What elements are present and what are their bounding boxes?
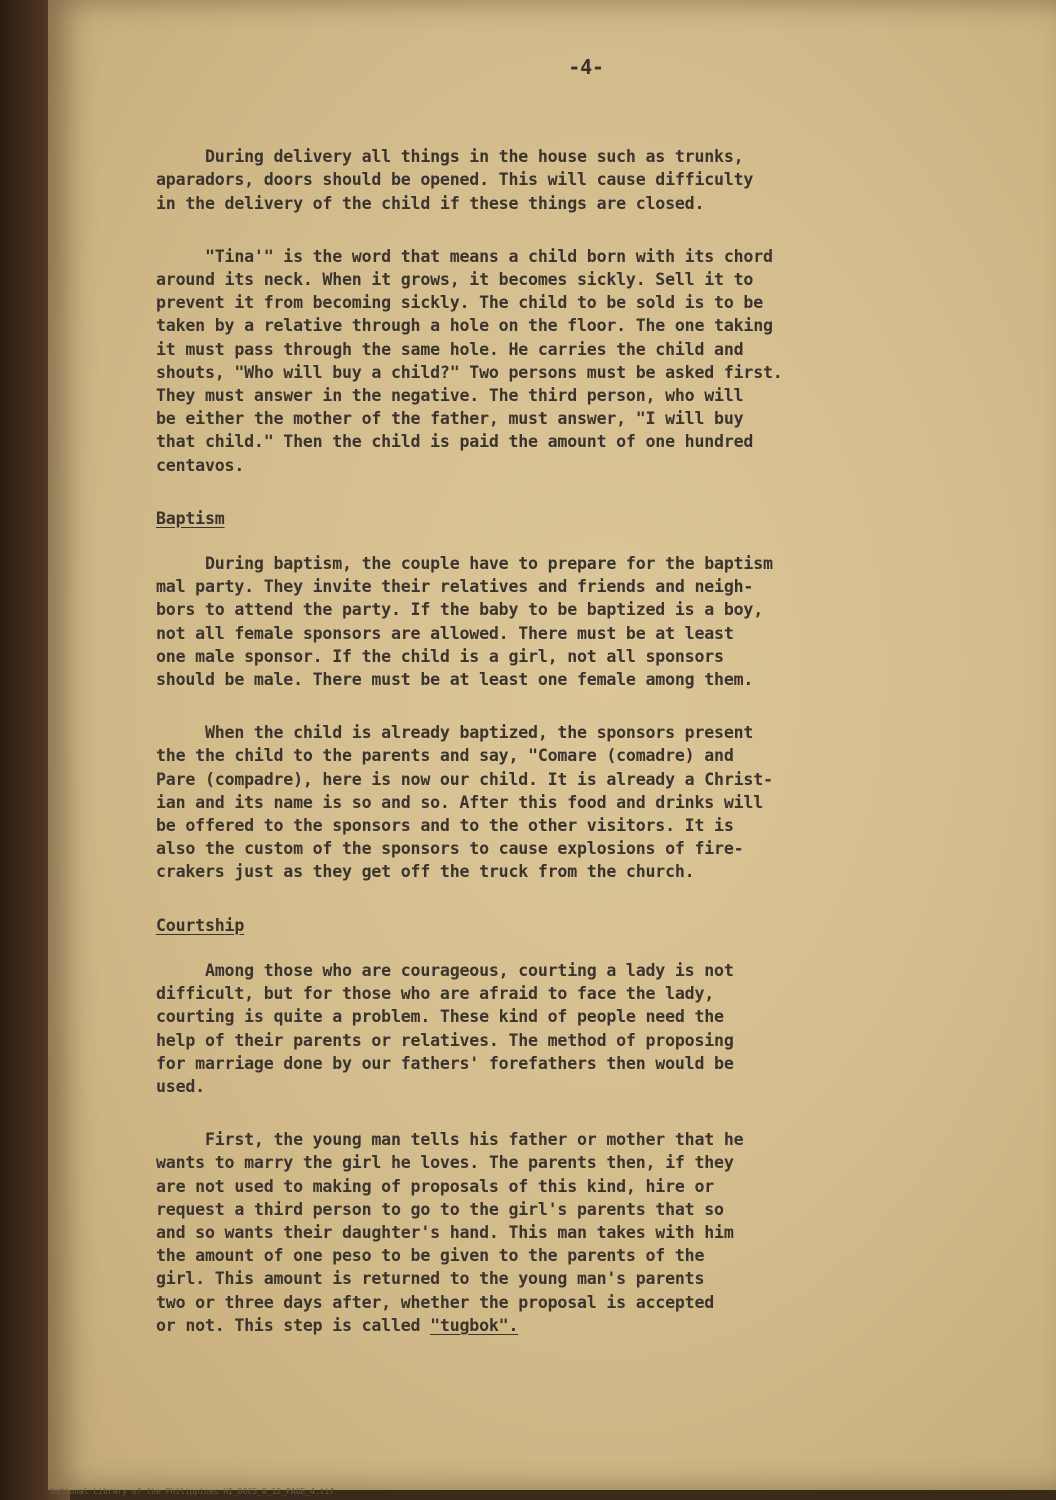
paragraph-tina: "Tina'" is the word that means a child born with its chord around its neck. When it grows, it becomes sickly. Sell it to prevent it from becoming sickly. The child to be sold is to be taken by a relative through a hole on the floor. The one taking it must pass through the same hole. He carries the child and shouts, "Who will buy a child?" Two persons must be asked first. They must answer in the negative. The third person, who will be either the mother of the father, must answer, "I will buy that child." Then the child is paid the amount of one hundred centavos. <box>156 246 783 475</box>
paragraph-courtship-intro: Among those who are courageous, courting a lady is not difficult, but for those who are afraid to face the lady, courting is quite a problem. These kind of people need the help of their parents or relatives. The method of proposing for marriage done by our fathers' forefathers then would be used. <box>156 960 734 1096</box>
heading-baptism: Baptism <box>156 508 225 528</box>
paragraph-baptism-party: During baptism, the couple have to prepare for the baptism mal party. They invite their relatives and friends and neigh- bors to attend the party. If the baby to be baptized is a boy, not all female sponsors are allowed. There must be at least one male sponsor. If the child is a girl, not all sponsors should be male. There must be at least one female among them. <box>156 554 773 690</box>
paragraph-baptism-sponsors: When the child is already baptized, the sponsors present the the child to the parents and say, "Comare (comadre) and Pare (compadre), here is now our child. It is already a Christ- ian and its name is so and so. After this food and drinks will be offered to the sponsors and to the other visitors. It is also the custom of the sponsors to cause explosions of fire- crakers just as they get off the truck from the church. <box>156 723 773 882</box>
typed-text <box>156 40 986 1337</box>
last-line-prefix: or not. This step is called <box>156 1315 431 1335</box>
term-tugbok: "tugbok". <box>430 1315 519 1335</box>
paragraph-courtship-steps: First, the young man tells his father or mother that he wants to marry the girl he loves. The parents then, if they are not used to making of proposals of this kind, hire or request a third person to go to the girl's parents that so and so wants their daughter's hand. This man takes with him the amount of one peso to be given to the parents of the girl. This amount is returned to the young man's parents two or three days after, whether the proposal is accepted <box>156 1130 744 1312</box>
paragraph-delivery: During delivery all things in the house such as trunks, aparadors, doors should be opened. This will cause difficulty in the delivery of the child if these things are closed. <box>156 147 754 213</box>
paragraph-last-line <box>156 1314 986 1337</box>
archive-footer: National Library of the Philippines HI_DOCS_0_12_PAGE_4.tif <box>50 1487 335 1496</box>
page-number: -4- <box>568 55 604 79</box>
heading-courtship: Courtship <box>156 915 245 935</box>
document-page <box>48 0 1056 1496</box>
